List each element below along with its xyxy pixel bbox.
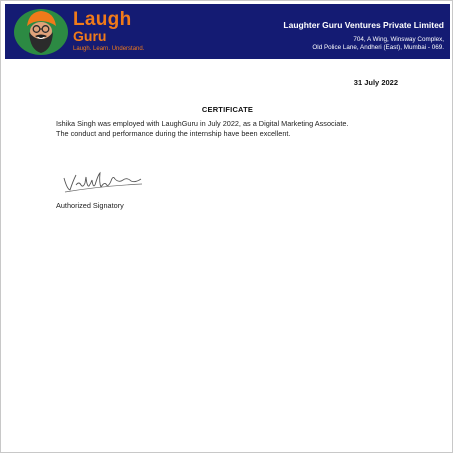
certificate-title: CERTIFICATE bbox=[201, 105, 254, 114]
company-address-line2: Old Police Lane, Andheri (East), Mumbai - 069. bbox=[312, 44, 444, 51]
authorized-signatory-label: Authorized Signatory bbox=[56, 201, 124, 210]
letter-date: 31 July 2022 bbox=[353, 78, 398, 87]
handwritten-signature bbox=[61, 169, 145, 195]
letterhead-header bbox=[5, 4, 450, 59]
brand-tagline: Laugh. Learn. Understand. bbox=[73, 46, 145, 52]
bearded-face-logo-icon bbox=[11, 6, 71, 56]
brand-name-laugh: Laugh bbox=[73, 9, 132, 30]
certificate-body bbox=[56, 119, 406, 138]
body-line-2: The conduct and performance during the internship have been excellent. bbox=[56, 128, 291, 138]
company-name: Laughter Guru Ventures Private Limited bbox=[283, 20, 444, 30]
body-line-1: Ishika Singh was employed with LaughGuru in July 2022, as a Digital Marketing Associate. bbox=[56, 119, 349, 128]
brand-name-guru: Guru bbox=[73, 28, 107, 44]
company-address-line1: 704, A Wing, Winsway Complex, bbox=[353, 36, 444, 43]
